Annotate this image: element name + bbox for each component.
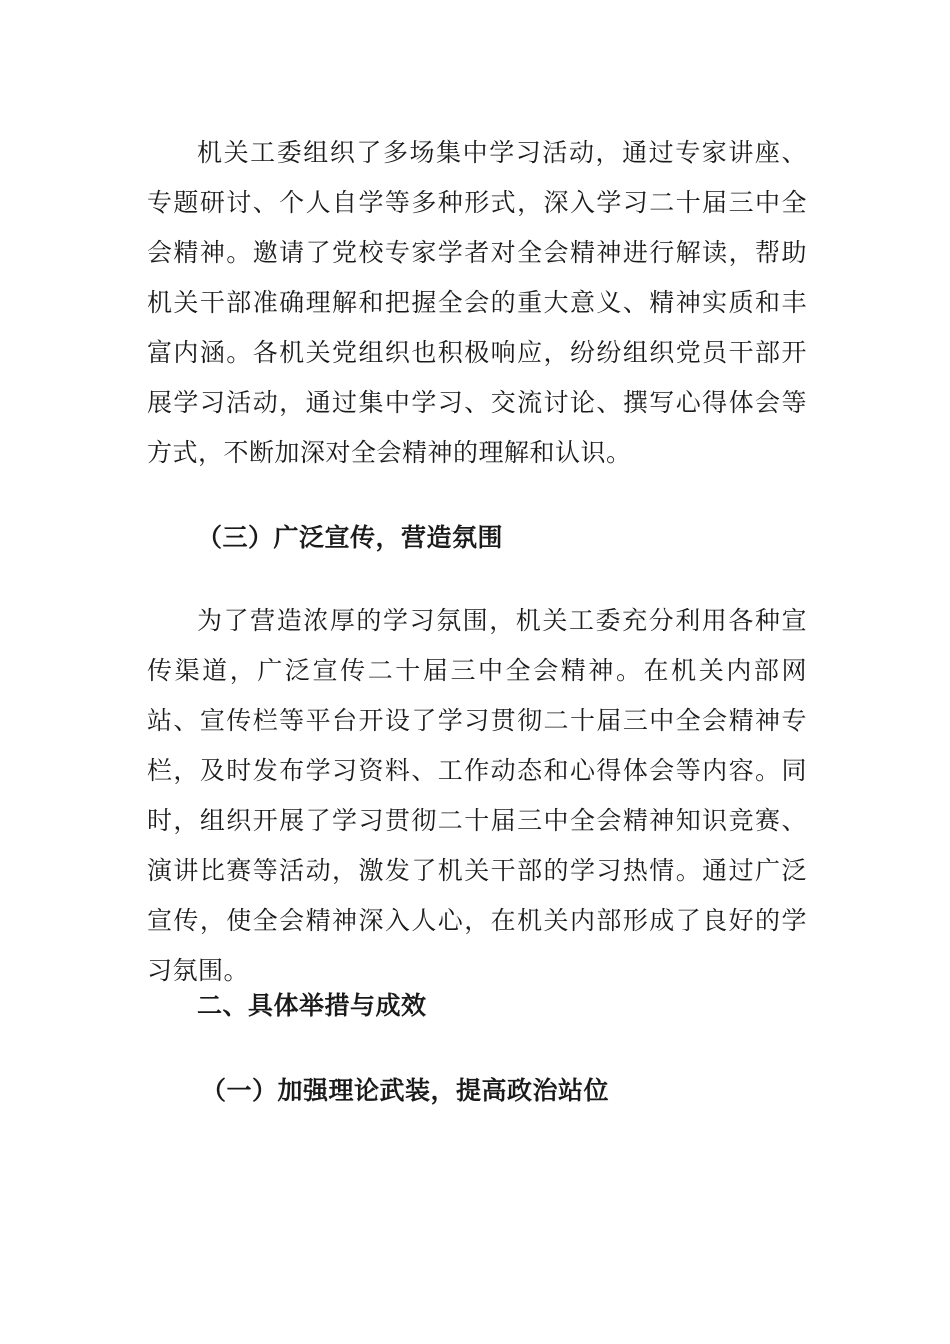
chapter-heading-measures: 二、具体举措与成效	[197, 991, 427, 1020]
section-heading-theory: （一）加强理论武装，提高政治站位	[201, 1076, 610, 1105]
body-paragraph-study-activities: 机关工委组织了多场集中学习活动，通过专家讲座、专题研讨、个人自学等多种形式，深入学习二十届三中全会精神。邀请了党校专家学者对全会精神进行解读，帮助机关干部准确理解和把握全会的重大意义、精神实质和丰富内涵。各机关党组织也积极响应，纷纷组织党员干部开展学习活动，通过集中学习、交流讨论、撰写心得体会等方式，不断加深对全会精神的理解和认识。	[147, 138, 807, 467]
section-heading-publicity: （三）广泛宣传，营造氛围	[197, 523, 504, 552]
body-paragraph-publicity: 为了营造浓厚的学习氛围，机关工委充分利用各种宣传渠道，广泛宣传二十届三中全会精神。在机关内部网站、宣传栏等平台开设了学习贯彻二十届三中全会精神专栏，及时发布学习资料、工作动态和心得体会等内容。同时，组织开展了学习贯彻二十届三中全会精神知识竞赛、演讲比赛等活动，激发了机关干部的学习热情。通过广泛宣传，使全会精神深入人心，在机关内部形成了良好的学习氛围。	[147, 606, 807, 985]
